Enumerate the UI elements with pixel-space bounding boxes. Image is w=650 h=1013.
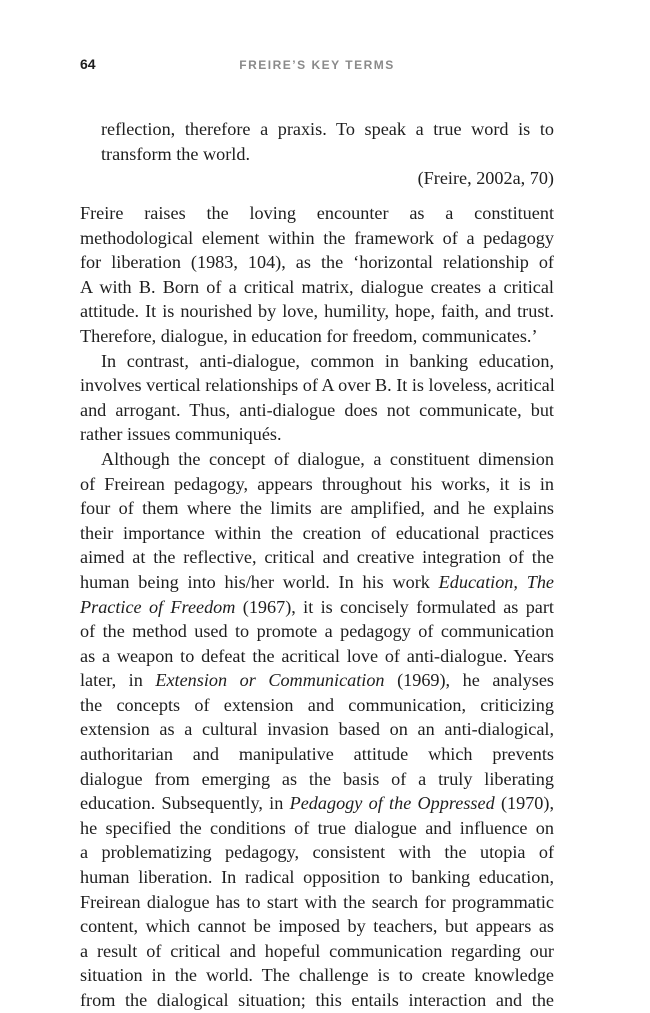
body-text-segment: education. Subsequently, in (80, 793, 290, 814)
body-text-segment: a result of critical and hopeful communication regarding our (80, 940, 554, 961)
body-text-segment: In contrast, anti-dialogue, common in banking education, (101, 350, 554, 371)
body-line (80, 840, 554, 865)
body-line (80, 275, 554, 300)
body-text-segment: A with B. Born of a critical matrix, dialogue creates a critical (80, 276, 554, 297)
body-line (80, 791, 554, 816)
body-text-segment: the concepts of extension and communication, criticizing (80, 694, 554, 715)
body-text-segment: dialogue from emerging as the basis of a truly liberating (80, 768, 554, 789)
body-text-segment: as a weapon to defeat the acritical love of anti-dialogue. Years (80, 645, 554, 666)
body-text-segment: Freirean dialogue has to start with the search for programmatic (80, 891, 554, 912)
body-line (80, 398, 554, 423)
body-line (80, 644, 554, 669)
italic-title-text: Practice of Freedom (80, 596, 236, 617)
body-line (80, 939, 554, 964)
body-line (80, 619, 554, 644)
running-title: FREIRE’S KEY TERMS (239, 58, 395, 72)
body-text-segment: from the dialogical situation; this entails interaction and the (80, 990, 554, 1010)
body-line (80, 865, 554, 890)
body-text-segment: their importance within the creation of educational practices (80, 522, 554, 543)
body-line (80, 963, 554, 988)
body-line (80, 742, 554, 767)
body-text-segment: situation in the world. The challenge is to create knowledge (80, 965, 554, 986)
body-line (80, 693, 554, 718)
body-line (80, 349, 554, 374)
body-line (80, 299, 554, 324)
body-text-segment: extension as a cultural invasion based on an anti-dialogical, (80, 719, 554, 740)
body-line (80, 668, 554, 693)
body-line (80, 570, 554, 595)
body-text-segment: authoritarian and manipulative attitude which prevents (80, 744, 554, 765)
body-text-segment: of the method used to promote a pedagogy of communication (80, 621, 554, 642)
body-text-segment: (1969), he analyses (384, 670, 554, 691)
body-line (80, 324, 554, 349)
running-head (80, 56, 554, 78)
body-text-segment: four of them where the limits are amplified, and he explains (80, 498, 554, 519)
body-text-segment: Freire raises the loving encounter as a constituent (80, 203, 554, 223)
body-text-segment: human liberation. In radical opposition to banking education, (80, 867, 554, 888)
body-line (80, 496, 554, 521)
body-text-segment: methodological element within the framework of a pedagogy (80, 227, 554, 248)
body-line (80, 717, 554, 742)
italic-title-text: Education, The (438, 571, 555, 592)
body-line (80, 595, 554, 620)
body-line (80, 521, 554, 546)
quote-line: transform the world. (101, 143, 250, 164)
body-line (80, 201, 554, 226)
italic-title-text: Extension or Communication (155, 670, 385, 691)
body-text-segment: for liberation (1983, 104), as the ‘horizontal relationship of (80, 252, 554, 273)
body-text-segment: and arrogant. Thus, anti-dialogue does not communicate, but (80, 399, 554, 420)
body-text-segment: of Freirean pedagogy, appears throughout his works, it is in (80, 473, 554, 494)
quote-citation: (Freire, 2002a, 70) (417, 168, 554, 189)
body-line (80, 472, 554, 497)
body-text-segment: later, in (80, 670, 156, 691)
body-text-segment: he specified the conditions of true dialogue and influence on (80, 817, 554, 838)
body-text-segment: rather issues communiqués. (80, 424, 282, 445)
body-text (80, 201, 554, 1013)
body-line (80, 767, 554, 792)
body-line (80, 890, 554, 915)
body-line (80, 373, 554, 398)
quote-line: reflection, therefore a praxis. To speak a true word is to (101, 119, 554, 139)
page-number: 64 (80, 56, 96, 72)
body-text-segment: (1970), (494, 793, 554, 814)
block-quote (101, 117, 554, 191)
body-text-segment: Therefore, dialogue, in education for freedom, communicates.’ (80, 325, 538, 346)
body-text-segment: a problematizing pedagogy, consistent with the utopia of (80, 842, 554, 863)
body-line (80, 422, 554, 447)
body-line (80, 226, 554, 251)
body-text-segment: attitude. It is nourished by love, humility, hope, faith, and trust. (80, 301, 554, 322)
body-text-segment: aimed at the reflective, critical and creative integration of the (80, 547, 554, 568)
body-line (80, 545, 554, 570)
body-text-segment: Although the concept of dialogue, a constituent dimension (101, 448, 554, 469)
body-text-segment: involves vertical relationships of A over B. It is loveless, acritical (80, 375, 555, 396)
body-line (80, 914, 554, 939)
body-text-segment: content, which cannot be imposed by teachers, but appears as (80, 916, 554, 937)
body-text-segment: human being into his/her world. In his work (80, 571, 439, 592)
body-line (80, 447, 554, 472)
body-line (80, 250, 554, 275)
body-line (80, 988, 554, 1013)
body-text-segment: (1967), it is concisely formulated as part (235, 596, 554, 617)
body-line (80, 816, 554, 841)
italic-title-text: Pedagogy of the Oppressed (289, 793, 495, 814)
